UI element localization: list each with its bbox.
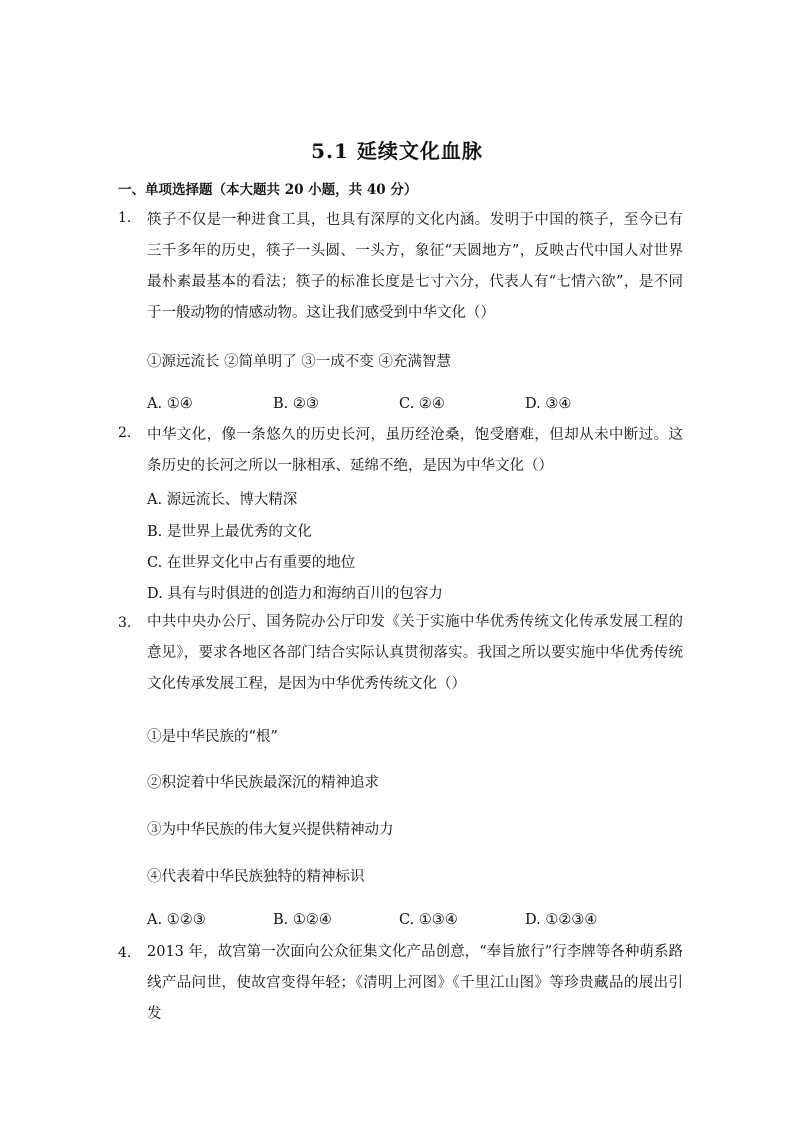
question-number: 2. [118, 425, 132, 441]
section-heading: 一、单项选择题（本大题共 20 小题，共 40 分） [118, 182, 418, 198]
choice-b: B. ①②④ [273, 912, 332, 928]
choice-c: C. ①③④ [399, 912, 458, 928]
question-1 [118, 205, 683, 329]
question-stem: 2013 年，故宫第一次面向公众征集文化产品创意，“奉旨旅行”行李牌等各种萌系路线产品问世，使故宫变得年轻；《清明上河图》《千里江山图》等珍贵藏品的展出引发 [147, 944, 683, 1022]
statement-line: ①是中华民族的“根” [147, 729, 278, 745]
question-number: 1. [118, 210, 132, 226]
choice-d: D. ③④ [525, 396, 572, 412]
choice-d: D. 具有与时俱进的创造力和海纳百川的包容力 [147, 586, 443, 602]
question-number: 3. [118, 615, 132, 631]
choice-d: D. ①②③④ [525, 912, 598, 928]
choice-b: B. ②③ [273, 396, 319, 412]
question-4 [118, 937, 683, 1030]
choice-c: C. ②④ [399, 396, 445, 412]
question-stem: 中华文化，像一条悠久的历史长河，虽历经沧桑，饱受磨难，但却从未中断过。这条历史的长河之所以一脉相承、延绵不绝，是因为中华文化（） [147, 427, 683, 474]
question-2 [118, 420, 683, 482]
statement-line: ④代表着中华民族独特的精神标识 [147, 869, 365, 885]
question-number: 4. [118, 945, 132, 961]
statement-line: ②积淀着中华民族最深沉的精神追求 [147, 775, 379, 791]
statement-line: ③为中华民族的伟大复兴提供精神动力 [147, 822, 394, 838]
choice-a: A. ①④ [147, 396, 193, 412]
statement-line: ①源远流长 ②简单明了 ③一成不变 ④充满智慧 [147, 354, 451, 370]
choice-a: A. 源远流长、博大精深 [147, 492, 298, 508]
question-3 [118, 607, 683, 700]
choice-a: A. ①②③ [147, 912, 206, 928]
question-stem: 中共中央办公厅、国务院办公厅印发《关于实施中华优秀传统文化传承发展工程的意见》，要求各地区各部门结合实际认真贯彻落实。我国之所以要实施中华优秀传统文化传承发展工程，是因为中华优秀传统文化（） [147, 614, 683, 692]
choice-b: B. 是世界上最优秀的文化 [147, 524, 312, 540]
page-title: 5.1 延续文化血脉 [311, 139, 483, 163]
choice-c: C. 在世界文化中占有重要的地位 [147, 555, 356, 571]
question-stem: 筷子不仅是一种进食工具，也具有深厚的文化内涵。发明于中国的筷子，至今已有三千多年的历史，筷子一头圆、一头方，象征“天圆地方”，反映古代中国人对世界最朴素最基本的看法；筷子的标准长度是七寸六分，代表人有“七情六欲”，是不同于一般动物的情感动物。这让我们感受到中华文化（） [147, 212, 683, 321]
